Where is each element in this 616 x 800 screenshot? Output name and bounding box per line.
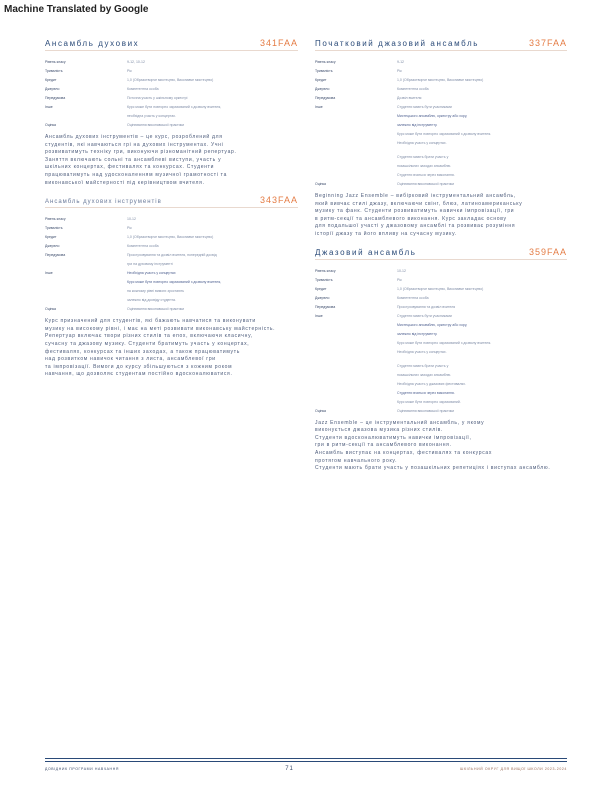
course-header — [315, 247, 567, 260]
course-detail-line: залежно від інструменту. — [397, 331, 438, 336]
left-column — [45, 38, 298, 387]
course-detail-label: Передумова — [45, 96, 66, 100]
course-detail-row — [315, 95, 567, 104]
course-detail-line: Компетентна особа — [397, 87, 429, 91]
course-detail-row — [45, 77, 298, 86]
description-line: протягом навчального року. — [315, 457, 398, 464]
course-detail-value — [397, 59, 567, 68]
course-section — [45, 195, 298, 379]
course-detail-label: Інше — [45, 105, 53, 109]
course-detail-value — [127, 234, 298, 243]
course-detail-row — [45, 59, 298, 68]
course-detail-row — [315, 104, 567, 181]
course-detail-value — [397, 104, 567, 181]
course-detail-label: Кредит — [315, 286, 327, 291]
course-detail-label: Передумова — [315, 96, 336, 100]
footer-left-text: ДОВІДНИК ПРОГРАМИ НАВЧАННЯ — [45, 767, 119, 771]
description-line: Ансамбль духових інструментів – це курс, розроблений для — [45, 134, 223, 140]
course-detail-value — [127, 77, 298, 86]
footer-rule — [45, 758, 567, 759]
course-header — [45, 38, 298, 51]
course-detail-line: Оцінювання виконавської практики — [127, 307, 185, 312]
course-detail-label: Тривалість — [315, 277, 333, 282]
course-detail-line: Студенти вчаться через виконання. — [397, 390, 455, 395]
description-line: історії джазу та його впливу на сучасну музику. — [315, 230, 457, 237]
course-detail-line: на кожному рівні вимоги зростають — [127, 289, 185, 294]
course-detail-label: Джерело — [45, 244, 60, 249]
course-detail-label: Рівень класу — [45, 217, 66, 222]
course-section — [45, 38, 298, 187]
course-description — [315, 193, 567, 239]
course-detail-row — [315, 408, 567, 417]
description-line: музику на високому рівні, і має на меті розвивати виконавську майстерність. — [45, 325, 276, 332]
description-line: Курс призначений для студентів, які бажають навчатися та виконувати — [45, 318, 256, 325]
course-detail-line: Студенти мають брати участь у — [397, 155, 449, 159]
course-detail-line: Мистецького ансамблю, оркестру або хору, — [397, 114, 468, 118]
course-header — [45, 195, 298, 208]
machine-translated-label: Machine Translated by Google — [4, 4, 149, 15]
course-detail-row — [315, 68, 567, 77]
course-detail-row — [45, 234, 298, 243]
course-detail-line: Курс може бути повторно зарахований з дозволу вчителя, — [127, 280, 222, 285]
course-description — [45, 318, 298, 379]
course-detail-value — [127, 243, 298, 252]
description-line: Студенти вдосконалюватимуть навички імпровізації, — [315, 434, 472, 441]
course-detail-value — [397, 268, 567, 277]
course-detail-label: Інше — [315, 105, 323, 109]
course-detail-row — [45, 252, 298, 270]
course-detail-label: Джерело — [315, 295, 330, 300]
description-line: та імпровізації. Вимоги до курсу збільшуються з кожним роком — [45, 363, 233, 370]
course-detail-row — [45, 104, 298, 122]
course-detail-row — [315, 286, 567, 295]
course-detail-value — [127, 59, 298, 68]
course-detail-row — [315, 277, 567, 286]
course-detail-row — [45, 216, 298, 225]
course-detail-value — [127, 68, 298, 77]
course-title: Початковий джазовий ансамбль — [315, 39, 479, 48]
description-line: Ансамбль виступає на концертах, фестивалях та конкурсах — [315, 449, 493, 456]
course-detail-row — [45, 306, 298, 315]
course-detail-line: гри на духовому інструменті — [127, 262, 173, 267]
right-column — [315, 38, 567, 481]
course-detail-label: Кредит — [45, 78, 57, 82]
course-detail-row — [315, 86, 567, 95]
description-line: шкільних концертах, фестивалях та конкурсах. Студенти — [45, 164, 215, 171]
description-line: виконується джазова музика різних стилів. — [315, 427, 444, 434]
course-detail-line: залежно від інструменту. — [397, 123, 438, 127]
course-detail-label: Передумова — [45, 253, 66, 258]
course-detail-line: Рік — [127, 69, 132, 73]
description-line: Beginning Jazz Ensemble – вибірковий інструментальний ансамбль, — [315, 193, 516, 199]
course-detail-row — [315, 304, 567, 313]
course-detail-value — [127, 86, 298, 95]
course-detail-row — [45, 270, 298, 306]
course-header — [315, 38, 567, 51]
course-section — [315, 247, 567, 473]
course-detail-label: Оцінка — [315, 182, 326, 186]
course-detail-label: Тривалість — [45, 69, 63, 73]
course-detail-line: 10-12 — [127, 217, 136, 222]
course-detail-value — [397, 295, 567, 304]
description-line: навчання, що дозволяє студентам постійно вдосконалюватися. — [45, 371, 233, 378]
course-detail-line: Рік — [397, 69, 402, 73]
course-detail-label: Передумова — [315, 304, 336, 309]
course-detail-row — [45, 95, 298, 104]
description-line: для подальшої участі у джазовому ансамблі та розвиває розуміння — [315, 223, 516, 230]
description-line: Студенти мають брати участь у позашкільних репетиціях і виступах ансамблю. — [315, 465, 551, 472]
course-code: 343FAA — [259, 195, 298, 206]
course-detail-line: Студенти мають бути учасниками — [397, 313, 452, 318]
course-detail-line: позашкільних заходах ансамблю. — [397, 372, 452, 377]
description-line: музику та фанк. Студенти розвиватимуть навички імпровізації, гри — [315, 208, 515, 215]
course-title: Ансамбль духових інструментів — [45, 199, 162, 206]
course-detail-line: 1,0 (Образотворче мистецтво, Виконавче мистецтво) — [397, 286, 484, 291]
description-line: гри в ритм-секції та ансамблевого виконання. — [315, 442, 452, 449]
course-detail-line: 9-12, 10-12 — [127, 60, 145, 64]
course-title: Джазовий ансамбль — [315, 247, 417, 257]
course-detail-row — [45, 68, 298, 77]
course-detail-row — [45, 225, 298, 234]
course-detail-value — [127, 252, 298, 270]
course-detail-line: 1,0 (Образотворче мистецтво, Виконавче мистецтво) — [127, 235, 214, 240]
course-detail-value — [127, 306, 298, 315]
description-line: працюватимуть над удосконаленням музичної грамотності та — [45, 171, 228, 178]
course-detail-row — [45, 243, 298, 252]
course-detail-line: 1,0 (Образотворче мистецтво, Виконавче мистецтво) — [397, 78, 484, 82]
course-detail-value — [397, 277, 567, 286]
description-line: студентів, які навчаються грі на духових інструментах. Учні — [45, 141, 224, 148]
course-title: Ансамбль духових — [45, 39, 140, 48]
description-line: виконавської майстерності під керівництвом вчителя. — [45, 179, 205, 186]
course-detail-row — [315, 59, 567, 68]
footer-row — [45, 766, 567, 772]
course-detail-value — [127, 225, 298, 234]
course-code: 337FAA — [528, 38, 567, 48]
course-detail-label: Оцінка — [45, 307, 56, 312]
course-detail-label: Рівень класу — [315, 60, 336, 64]
description-line: який вивчає стилі джазу, включаючи свінг, блюз, латиноамериканську — [315, 200, 523, 207]
description-line: фестивалях, конкурсах та інших заходах, а також працюватимуть — [45, 348, 241, 355]
course-detail-line: Курс може бути повторно зарахований. — [397, 399, 461, 404]
course-detail-row — [315, 313, 567, 408]
course-detail-line: Оцінювання виконавської практики — [127, 123, 185, 127]
course-detail-label: Оцінка — [315, 408, 326, 413]
course-detail-line: залежно від досвіду студента. — [127, 298, 176, 303]
course-detail-label: Оцінка — [45, 123, 56, 127]
course-detail-line: Дозвіл вчителя — [397, 96, 422, 100]
course-detail-line: Оцінювання виконавської практики — [397, 408, 455, 413]
course-detail-line: Курс може бути повторно зарахований з дозволу вчителя. — [397, 132, 492, 136]
page-footer — [45, 758, 567, 772]
course-detail-line: Мистецького ансамблю, оркестру або хору, — [397, 322, 468, 327]
course-detail-line: Необхідна участь у джазових фестивалях. — [397, 381, 467, 386]
course-detail-row — [315, 268, 567, 277]
course-detail-line: Рік — [127, 226, 132, 231]
description-line: в ритм-секції та ансамблевого виконання. Курс закладає основу — [315, 215, 507, 222]
course-detail-value — [397, 68, 567, 77]
course-detail-row — [45, 86, 298, 95]
page-number: 71 — [285, 766, 294, 772]
course-detail-row — [315, 181, 567, 190]
course-description — [45, 134, 298, 187]
course-detail-row — [45, 122, 298, 131]
course-detail-label: Рівень класу — [45, 60, 66, 64]
course-detail-line: Необхідна участь у концертах — [127, 271, 176, 276]
course-detail-label: Інше — [45, 271, 53, 276]
course-detail-row — [315, 295, 567, 304]
course-detail-value — [397, 181, 567, 190]
description-line: Заняття включають сольні та ансамблеві виступи, участь у — [45, 156, 222, 163]
course-detail-line: Оцінювання виконавської практики — [397, 182, 455, 186]
footer-right-text: ШКІЛЬНИЙ ОКРУГ ДЛЯ ВИЩОЇ ШКОЛИ 2023-2024 — [460, 767, 567, 771]
course-detail-line: Компетентна особа — [127, 244, 159, 249]
course-detail-label: Кредит — [45, 235, 57, 240]
course-detail-value — [397, 77, 567, 86]
course-detail-value — [397, 286, 567, 295]
description-line: Репертуар включає твори різних стилів та епох, включаючи класичну, — [45, 333, 253, 340]
course-detail-line: необхідна участь у концертах. — [127, 114, 176, 118]
course-detail-line: Курс може бути повторно зарахований з дозволу вчителя. — [397, 340, 492, 345]
course-detail-value — [127, 95, 298, 104]
course-detail-line: Прослуховування та дозвіл вчителя — [397, 304, 456, 309]
course-detail-label: Тривалість — [45, 226, 63, 231]
course-detail-value — [397, 408, 567, 417]
course-detail-value — [127, 270, 298, 306]
course-detail-label: Джерело — [45, 87, 60, 91]
footer-rule-secondary — [45, 761, 567, 762]
description-line: розвиватимуть техніку гри, виконуючи різноманітний репертуар. — [45, 149, 237, 156]
course-detail-value — [127, 216, 298, 225]
course-detail-value — [127, 104, 298, 122]
course-detail-line: Студенти мають брати участь у — [397, 363, 449, 368]
course-detail-value — [397, 86, 567, 95]
course-detail-line: Прослуховування та дозвіл вчителя, попередній досвід — [127, 253, 217, 258]
course-detail-line: 1,0 (Образотворче мистецтво, Виконавче мистецтво) — [127, 78, 214, 82]
course-detail-value — [127, 122, 298, 131]
course-detail-value — [397, 304, 567, 313]
course-detail-line: Необхідна участь у концертах. — [397, 349, 447, 354]
course-detail-line: Компетентна особа — [397, 295, 429, 300]
course-detail-line: Студенти вчаться через виконання. — [397, 173, 455, 177]
course-description — [315, 420, 567, 473]
course-detail-value — [397, 313, 567, 408]
course-detail-label: Кредит — [315, 78, 327, 82]
course-detail-value — [397, 95, 567, 104]
course-code: 359FAA — [528, 246, 567, 257]
course-detail-row — [315, 77, 567, 86]
course-detail-label: Тривалість — [315, 69, 333, 73]
course-detail-line: позашкільних заходах ансамблю. — [397, 164, 452, 168]
course-detail-line: Поточна участь у шкільному оркестрі — [127, 96, 188, 100]
course-detail-line: Необхідна участь у концертах. — [397, 141, 447, 145]
course-detail-line: Студенти мають бути учасниками — [397, 105, 452, 109]
course-detail-line: 9-12 — [397, 60, 405, 64]
course-detail-label: Джерело — [315, 87, 330, 91]
course-code: 341FAA — [259, 38, 298, 48]
course-detail-line: Курс може бути повторно зарахований з дозволу вчителя, — [127, 105, 222, 109]
course-detail-label: Інше — [315, 313, 323, 318]
course-detail-line: Рік — [397, 277, 402, 282]
course-detail-label: Рівень класу — [315, 268, 336, 273]
description-line: сучасну та джазову музику. Студенти братимуть участь у концертах, — [45, 340, 250, 347]
course-detail-line: 10-12 — [397, 268, 406, 273]
description-line: над розвитком навичок читання з листа, ансамблевої гри — [45, 356, 216, 363]
course-detail-line: Компетентна особа — [127, 87, 159, 91]
description-line: Jazz Ensemble – це інструментальний ансамбль, у якому — [315, 419, 485, 426]
course-section — [315, 38, 567, 239]
